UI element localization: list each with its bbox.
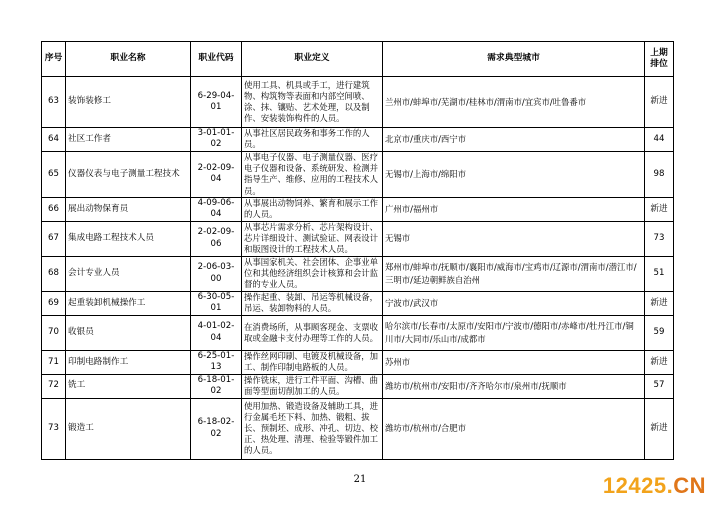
row-last-rank: 新进 <box>645 197 674 221</box>
header-occupation-name: 职业名称 <box>66 42 191 77</box>
row-occupation-name: 铣工 <box>66 374 191 398</box>
row-serial-no: 70 <box>42 315 66 350</box>
row-occupation-name: 锻造工 <box>66 398 191 459</box>
table-row <box>42 128 674 152</box>
row-occupation-definition: 操作丝网印刷、电镀及机械设备，加工、制作印制电路板的人员。 <box>242 350 383 374</box>
row-occupation-code: 3-01-01-02 <box>191 128 242 152</box>
row-serial-no: 72 <box>42 374 66 398</box>
row-occupation-code: 2-06-03-00 <box>191 256 242 291</box>
row-occupation-definition: 操作铣床，进行工件平面、沟槽、曲面等型面切削加工的人员。 <box>242 374 383 398</box>
page-number: 21 <box>353 474 367 485</box>
row-typical-cities: 兰州市/蚌埠市/芜湖市/桂林市/渭南市/宜宾市/吐鲁番市 <box>383 77 645 128</box>
row-occupation-code: 2-02-09-04 <box>191 151 242 197</box>
row-serial-no: 64 <box>42 128 66 152</box>
row-occupation-code: 6-18-01-02 <box>191 374 242 398</box>
row-occupation-definition: 从事社区居民政务和事务工作的人员。 <box>242 128 383 152</box>
row-serial-no: 69 <box>42 291 66 315</box>
watermark-tld: CN <box>673 473 706 498</box>
row-occupation-code: 4-01-02-04 <box>191 315 242 350</box>
row-serial-no: 73 <box>42 398 66 459</box>
row-serial-no: 68 <box>42 256 66 291</box>
row-occupation-name: 装饰装修工 <box>66 77 191 128</box>
row-typical-cities: 无锡市/上海市/绵阳市 <box>383 151 645 197</box>
row-last-rank: 新进 <box>645 77 674 128</box>
row-serial-no: 63 <box>42 77 66 128</box>
row-occupation-name: 仪器仪表与电子测量工程技术 <box>66 151 191 197</box>
row-serial-no: 66 <box>42 197 66 221</box>
table-row <box>42 256 674 291</box>
row-occupation-code: 6-18-02-02 <box>191 398 242 459</box>
row-occupation-definition: 从事国家机关、社会团体、企事业单位和其他经济组织会计核算和会计监督的专业人员。 <box>242 256 383 291</box>
table-row <box>42 398 674 459</box>
row-occupation-definition: 使用工具、机具或手工，进行建筑物、构筑物等表面和内部空间喷、涂、抹、镶贴、艺术处理，以及制作、安装装饰构件的人员。 <box>242 77 383 128</box>
header-typical-cities: 需求典型城市 <box>383 42 645 77</box>
row-occupation-definition: 从事电子仪器、电子测量仪器、医疗电子仪器和设备、系统研发、检测并指导生产、维修、应用的工程技术人员。 <box>242 151 383 197</box>
row-last-rank: 73 <box>645 221 674 256</box>
row-occupation-name: 会计专业人员 <box>66 256 191 291</box>
row-occupation-code: 6-30-05-01 <box>191 291 242 315</box>
row-typical-cities: 宁波市/武汉市 <box>383 291 645 315</box>
row-typical-cities: 潍坊市/杭州市/安阳市/齐齐哈尔市/泉州市/抚顺市 <box>383 374 645 398</box>
table-row <box>42 350 674 374</box>
watermark-dot: . <box>666 473 674 498</box>
row-occupation-name: 集成电路工程技术人员 <box>66 221 191 256</box>
row-occupation-name: 收银员 <box>66 315 191 350</box>
row-occupation-definition: 使用加热、锻造设备及辅助工具，进行金属毛坯下料、加热、锻粗、拔长、预制坯、成形、冲孔、切边、校正、热处理、清理、检验等锻件加工的人员。 <box>242 398 383 459</box>
row-last-rank: 98 <box>645 151 674 197</box>
row-occupation-code: 2-02-09-06 <box>191 221 242 256</box>
row-last-rank: 51 <box>645 256 674 291</box>
header-last-rank: 上期排位 <box>645 42 674 77</box>
row-last-rank: 新进 <box>645 398 674 459</box>
row-occupation-name: 展出动物保育员 <box>66 197 191 221</box>
table-row <box>42 291 674 315</box>
row-serial-no: 67 <box>42 221 66 256</box>
row-typical-cities: 郑州市/蚌埠市/抚顺市/襄阳市/威海市/宝鸡市/辽源市/渭南市/潜江市/三明市/延边朝鲜族自治州 <box>383 256 645 291</box>
row-occupation-code: 4-09-06-04 <box>191 197 242 221</box>
row-typical-cities: 广州市/福州市 <box>383 197 645 221</box>
row-typical-cities: 哈尔滨市/长春市/太原市/安阳市/宁波市/德阳市/赤峰市/牡丹江市/铜川市/大同市/乐山市/成都市 <box>383 315 645 350</box>
table-row <box>42 151 674 197</box>
table-row <box>42 221 674 256</box>
occupation-table <box>41 41 674 460</box>
row-last-rank: 新进 <box>645 291 674 315</box>
row-occupation-name: 起重装卸机械操作工 <box>66 291 191 315</box>
watermark-number: 12425 <box>602 473 667 498</box>
row-typical-cities: 北京市/重庆市/西宁市 <box>383 128 645 152</box>
row-occupation-definition: 操作起重、装卸、吊运等机械设备，吊运、装卸物料的人员。 <box>242 291 383 315</box>
row-serial-no: 65 <box>42 151 66 197</box>
row-occupation-definition: 在消费场所，从事顾客现金、支票收取或金融卡支付办理等工作的人员。 <box>242 315 383 350</box>
table-header-row <box>42 42 674 77</box>
row-last-rank: 57 <box>645 374 674 398</box>
row-typical-cities: 潍坊市/杭州市/合肥市 <box>383 398 645 459</box>
row-occupation-definition: 从事展出动物饲养、繁育和展示工作的人员。 <box>242 197 383 221</box>
row-last-rank: 44 <box>645 128 674 152</box>
header-occupation-definition: 职业定义 <box>242 42 383 77</box>
table-row <box>42 197 674 221</box>
row-occupation-code: 6-25-01-13 <box>191 350 242 374</box>
row-occupation-code: 6-29-04-01 <box>191 77 242 128</box>
row-serial-no: 71 <box>42 350 66 374</box>
row-typical-cities: 无锡市 <box>383 221 645 256</box>
row-typical-cities: 苏州市 <box>383 350 645 374</box>
header-occupation-code: 职业代码 <box>191 42 242 77</box>
row-occupation-definition: 从事芯片需求分析、芯片架构设计、芯片详细设计、测试验证、网表设计和版图设计的工程技术人员。 <box>242 221 383 256</box>
row-last-rank: 新进 <box>645 350 674 374</box>
table-row <box>42 315 674 350</box>
row-last-rank: 59 <box>645 315 674 350</box>
table-row <box>42 374 674 398</box>
table-row <box>42 77 674 128</box>
row-occupation-name: 印制电路制作工 <box>66 350 191 374</box>
row-occupation-name: 社区工作者 <box>66 128 191 152</box>
header-serial-no: 序号 <box>42 42 66 77</box>
site-watermark-logo <box>603 473 706 499</box>
